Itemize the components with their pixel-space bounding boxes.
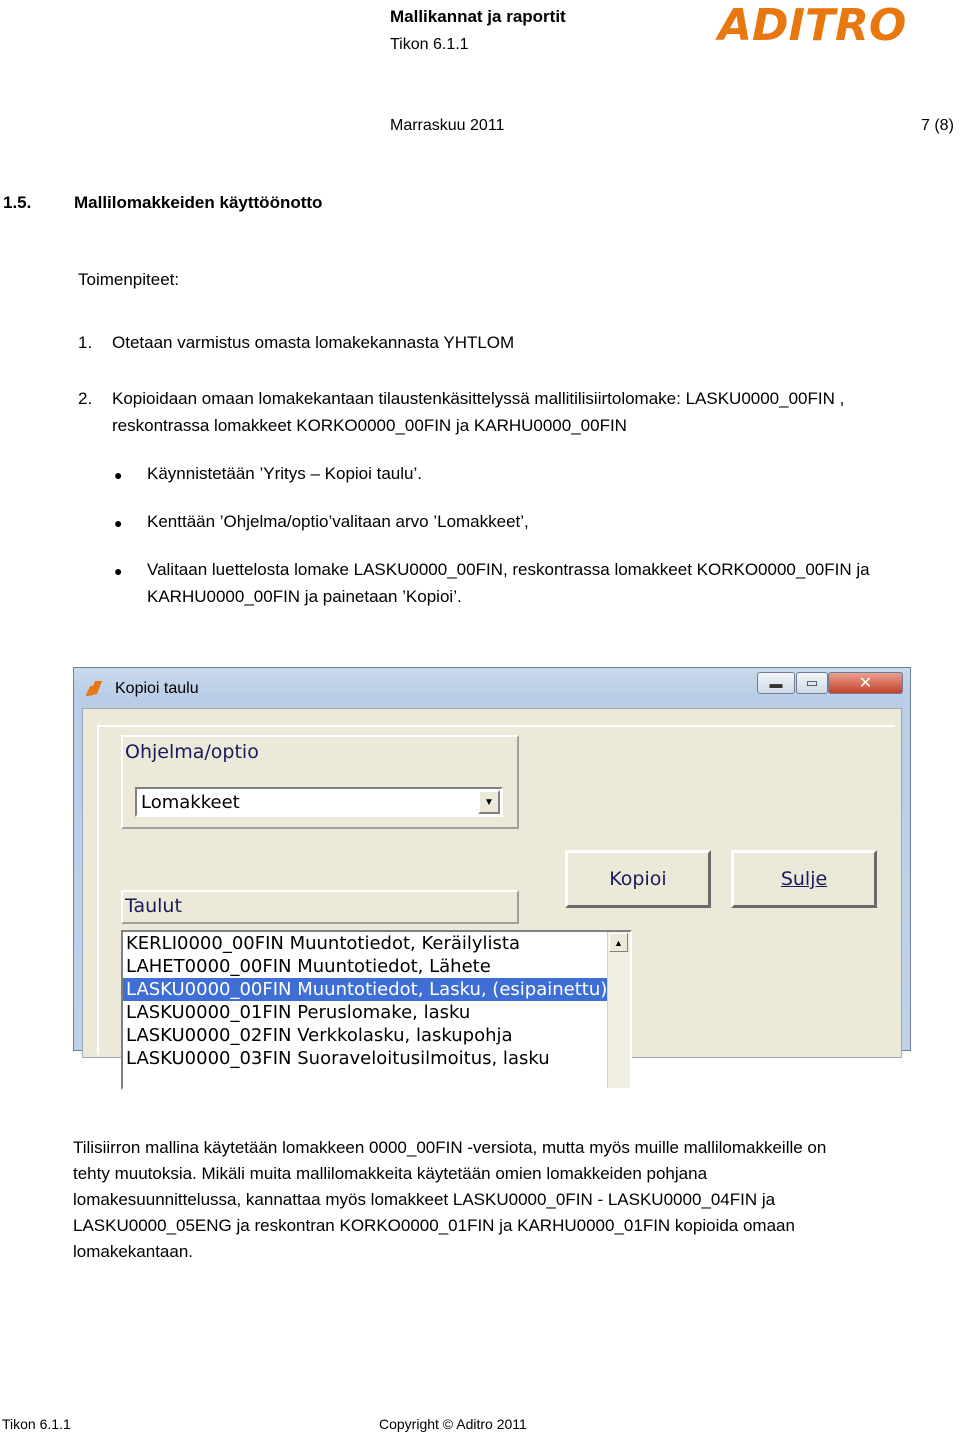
list-item[interactable]: KERLI0000_00FIN Muuntotiedot, Keräilylista bbox=[126, 933, 521, 954]
bullet-icon: ● bbox=[114, 515, 123, 531]
footer-copyright: Copyright © Aditro 2011 bbox=[379, 1416, 527, 1432]
dialog-client-area bbox=[82, 708, 902, 1069]
step-1-text: Otetaan varmistus omasta lomakekannasta YHTLOM bbox=[112, 333, 515, 352]
dialog-titlebar[interactable] bbox=[74, 668, 910, 708]
tables-group bbox=[121, 890, 519, 924]
maximize-button[interactable] bbox=[796, 672, 828, 694]
aditro-app-icon bbox=[85, 678, 105, 698]
program-option-value: Lomakkeet bbox=[141, 792, 240, 813]
list-item[interactable]: LAHET0000_00FIN Muuntotiedot, Lähete bbox=[126, 956, 491, 977]
list-item[interactable]: LASKU0000_01FIN Peruslomake, lasku bbox=[126, 1002, 471, 1023]
step-1-number: 1. bbox=[78, 333, 93, 352]
aditro-logo bbox=[718, 0, 943, 51]
paragraph-line-2: tehty muutoksia. Mikäli muita mallilomakkeita käytetään omien lomakkeiden pohjana bbox=[73, 1164, 708, 1183]
logo-text: ADITRO bbox=[718, 0, 907, 51]
list-item-selected[interactable]: LASKU0000_00FIN Muuntotiedot, Lasku, (esipainettu) bbox=[123, 978, 607, 1001]
scroll-up-arrow-icon[interactable]: ▲ bbox=[609, 933, 628, 952]
sulje-button[interactable] bbox=[731, 850, 877, 908]
close-icon: ✕ bbox=[858, 675, 873, 692]
program-option-label: Ohjelma/optio bbox=[125, 741, 259, 763]
kopioi-taulu-dialog bbox=[73, 667, 911, 1069]
listbox-scrollbar[interactable] bbox=[607, 932, 630, 1088]
maximize-icon: ▭ bbox=[805, 675, 819, 690]
paragraph-line-5: lomakekantaan. bbox=[73, 1242, 194, 1261]
list-item[interactable]: LASKU0000_03FIN Suoraveloitusilmoitus, lasku bbox=[126, 1048, 550, 1069]
paragraph-line-3: lomakesuunnittelussa, kannattaa myös lomakkeet LASKU0000_0FIN - LASKU0000_04FIN ja bbox=[73, 1190, 776, 1209]
chevron-down-icon[interactable]: ▼ bbox=[478, 790, 500, 814]
bullet-2-text: Kenttään ’Ohjelma/optio’valitaan arvo ’Lomakkeet’, bbox=[147, 512, 529, 531]
program-option-group bbox=[121, 735, 519, 829]
paragraph-line-4: LASKU0000_05ENG ja reskontran KORKO0000_01FIN ja KARHU0000_01FIN kopioida omaan bbox=[73, 1216, 795, 1235]
tables-listbox[interactable] bbox=[121, 930, 632, 1090]
page-number: 7 (8) bbox=[921, 117, 954, 134]
document-date: Marraskuu 2011 bbox=[390, 117, 505, 134]
step-2-text-line2: reskontrassa lomakkeet KORKO0000_00FIN ja KARHU0000_00FIN bbox=[112, 416, 627, 435]
bullet-icon: ● bbox=[114, 563, 123, 579]
paragraph-line-1: Tilisiirron mallina käytetään lomakkeen 0000_00FIN -versiota, mutta myös muille mallilomakkeille on bbox=[73, 1138, 827, 1157]
list-item[interactable]: LASKU0000_02FIN Verkkolasku, laskupohja bbox=[126, 1025, 513, 1046]
step-2-number: 2. bbox=[78, 389, 93, 408]
bullet-icon: ● bbox=[114, 467, 123, 483]
program-option-select[interactable] bbox=[135, 787, 503, 817]
section-number: 1.5. bbox=[3, 193, 32, 212]
dialog-title: Kopioi taulu bbox=[115, 680, 199, 697]
footer-version: Tikon 6.1.1 bbox=[2, 1416, 71, 1432]
step-2-text-line1: Kopioidaan omaan lomakekantaan tilaustenkäsittelyssä mallitilisiirtolomake: LASKU0000_00FIN , bbox=[112, 389, 845, 408]
intro-text: Toimenpiteet: bbox=[78, 270, 180, 289]
bullet-3-text-line2: KARHU0000_00FIN ja painetaan ’Kopioi’. bbox=[147, 587, 462, 606]
bullet-3-text-line1: Valitaan luettelosta lomake LASKU0000_00FIN, reskontrassa lomakkeet KORKO0000_00FIN ja bbox=[147, 560, 870, 579]
bullet-1-text: Käynnistetään ’Yritys – Kopioi taulu’. bbox=[147, 464, 422, 483]
document-title: Mallikannat ja raportit bbox=[390, 7, 566, 26]
tables-label: Taulut bbox=[125, 895, 182, 917]
minimize-button[interactable] bbox=[757, 672, 795, 694]
section-title: Mallilomakkeiden käyttöönotto bbox=[74, 193, 323, 212]
kopioi-button-label: Kopioi bbox=[609, 868, 667, 890]
close-window-button[interactable] bbox=[828, 672, 903, 694]
minimize-icon: ▬ bbox=[769, 675, 783, 691]
dialog-panel bbox=[97, 725, 895, 1069]
sulje-button-label: Sulje bbox=[780, 868, 828, 890]
kopioi-button[interactable] bbox=[565, 850, 711, 908]
document-version: Tikon 6.1.1 bbox=[390, 36, 469, 53]
